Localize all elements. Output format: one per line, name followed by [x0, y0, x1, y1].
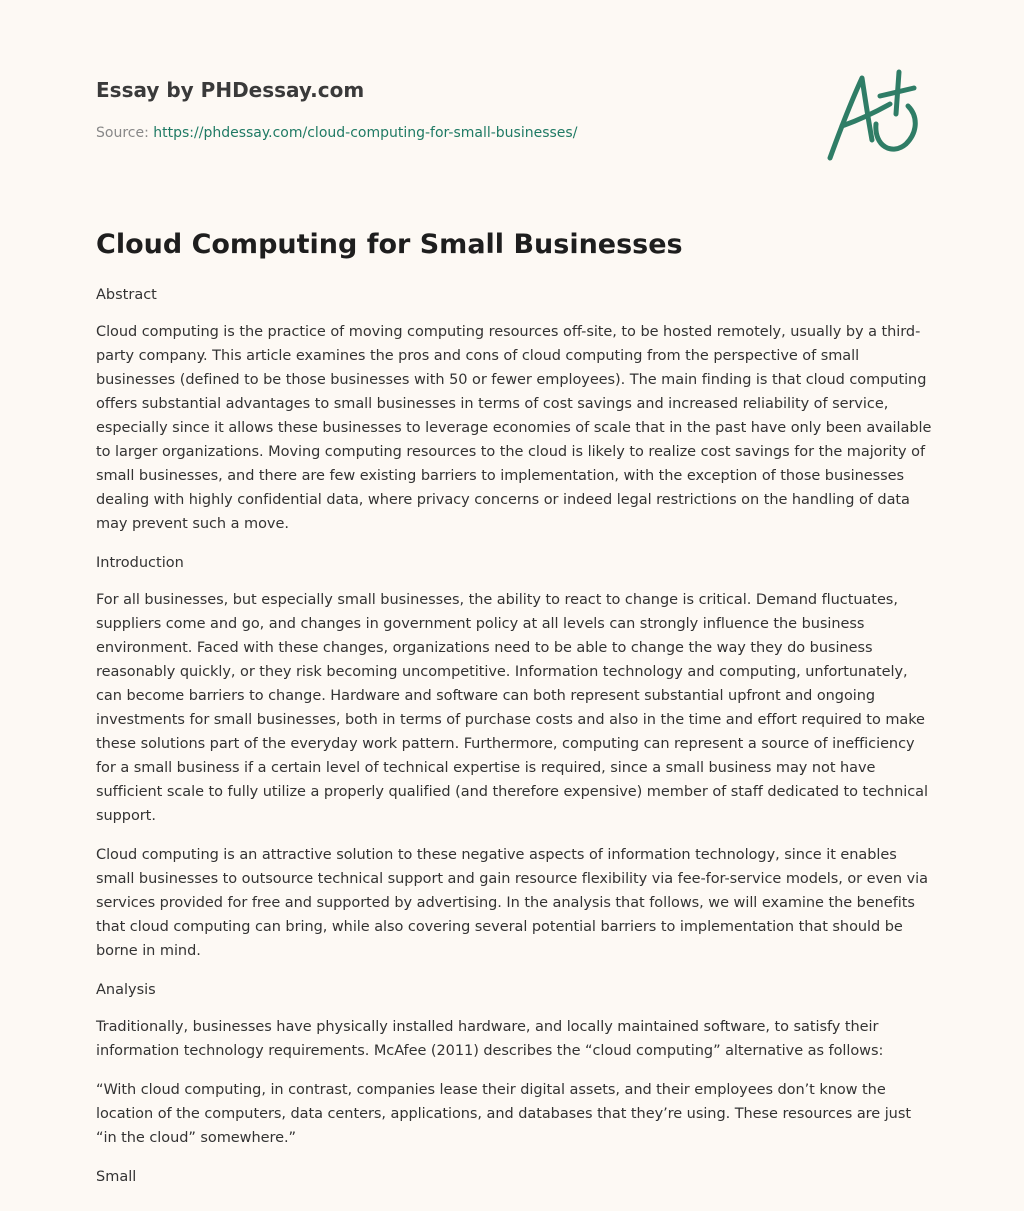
source-link[interactable]: https://phdessay.com/cloud-computing-for-small-businesses/: [153, 125, 578, 141]
essay-title: Cloud Computing for Small Businesses: [96, 229, 683, 260]
paragraph-introduction-2: Cloud computing is an attractive solution to these negative aspects of information technology, since it enables small businesses to outsource technical support and gain resource flexibility via fee-for-service models, or even via services provided for free and supported by advertising. In the analysis that follows, we will examine the benefits that cloud computing can bring, while also covering several potential barriers to implementation that should be borne in mind.: [96, 847, 928, 959]
a-plus-logo-icon: [822, 66, 926, 166]
paragraph-analysis-1: Traditionally, businesses have physically installed hardware, and locally maintained software, to satisfy their information technology requirements. McAfee (2011) describes the “cloud computing” alternative as follows:: [96, 1019, 884, 1059]
paragraph-abstract: Cloud computing is the practice of moving computing resources off-site, to be hosted remotely, usually by a third-party company. This article examines the pros and cons of cloud computing from the perspective of small businesses (defined to be those businesses with 50 or fewer employees). The main finding is that cloud computing offers substantial advantages to small businesses in terms of cost savings and increased reliability of service, especially since it allows these businesses to leverage economies of scale that in the past have only been available to larger organizations. Moving computing resources to the cloud is likely to realize cost savings for the majority of small businesses, and there are few existing barriers to implementation, with the exception of those businesses dealing with highly confidential data, where privacy concerns or indeed legal restrictions on the handling of data may prevent such a move.: [96, 324, 932, 532]
heading-introduction: Introduction: [96, 555, 184, 571]
heading-abstract: Abstract: [96, 287, 157, 303]
heading-analysis: Analysis: [96, 982, 156, 998]
source-label: Source:: [96, 125, 149, 141]
site-brand: Essay by PHDessay.com: [96, 78, 365, 102]
page-header: [96, 76, 736, 142]
heading-small: Small: [96, 1169, 137, 1185]
essay-content: [96, 226, 932, 1202]
source-line: [96, 124, 736, 142]
paragraph-introduction-1: For all businesses, but especially small businesses, the ability to react to change is critical. Demand fluctuates, suppliers come and go, and changes in government policy at all levels can strongly influence the business environment. Faced with these changes, organizations need to be able to change the way they do business reasonably quickly, or they risk becoming uncompetitive. Information technology and computing, unfortunately, can become barriers to change. Hardware and software can both represent substantial upfront and ongoing investments for small businesses, both in terms of purchase costs and also in the time and effort required to make these solutions part of the everyday work pattern. Furthermore, computing can represent a source of inefficiency for a small business if a certain level of technical expertise is required, since a small business may not have sufficient scale to fully utilize a properly qualified (and therefore expensive) member of staff dedicated to technical support.: [96, 592, 928, 824]
paragraph-quote: “With cloud computing, in contrast, companies lease their digital assets, and their employees don’t know the location of the computers, data centers, applications, and databases that they’re using. These resources are just “in the cloud” somewhere.”: [96, 1082, 911, 1146]
